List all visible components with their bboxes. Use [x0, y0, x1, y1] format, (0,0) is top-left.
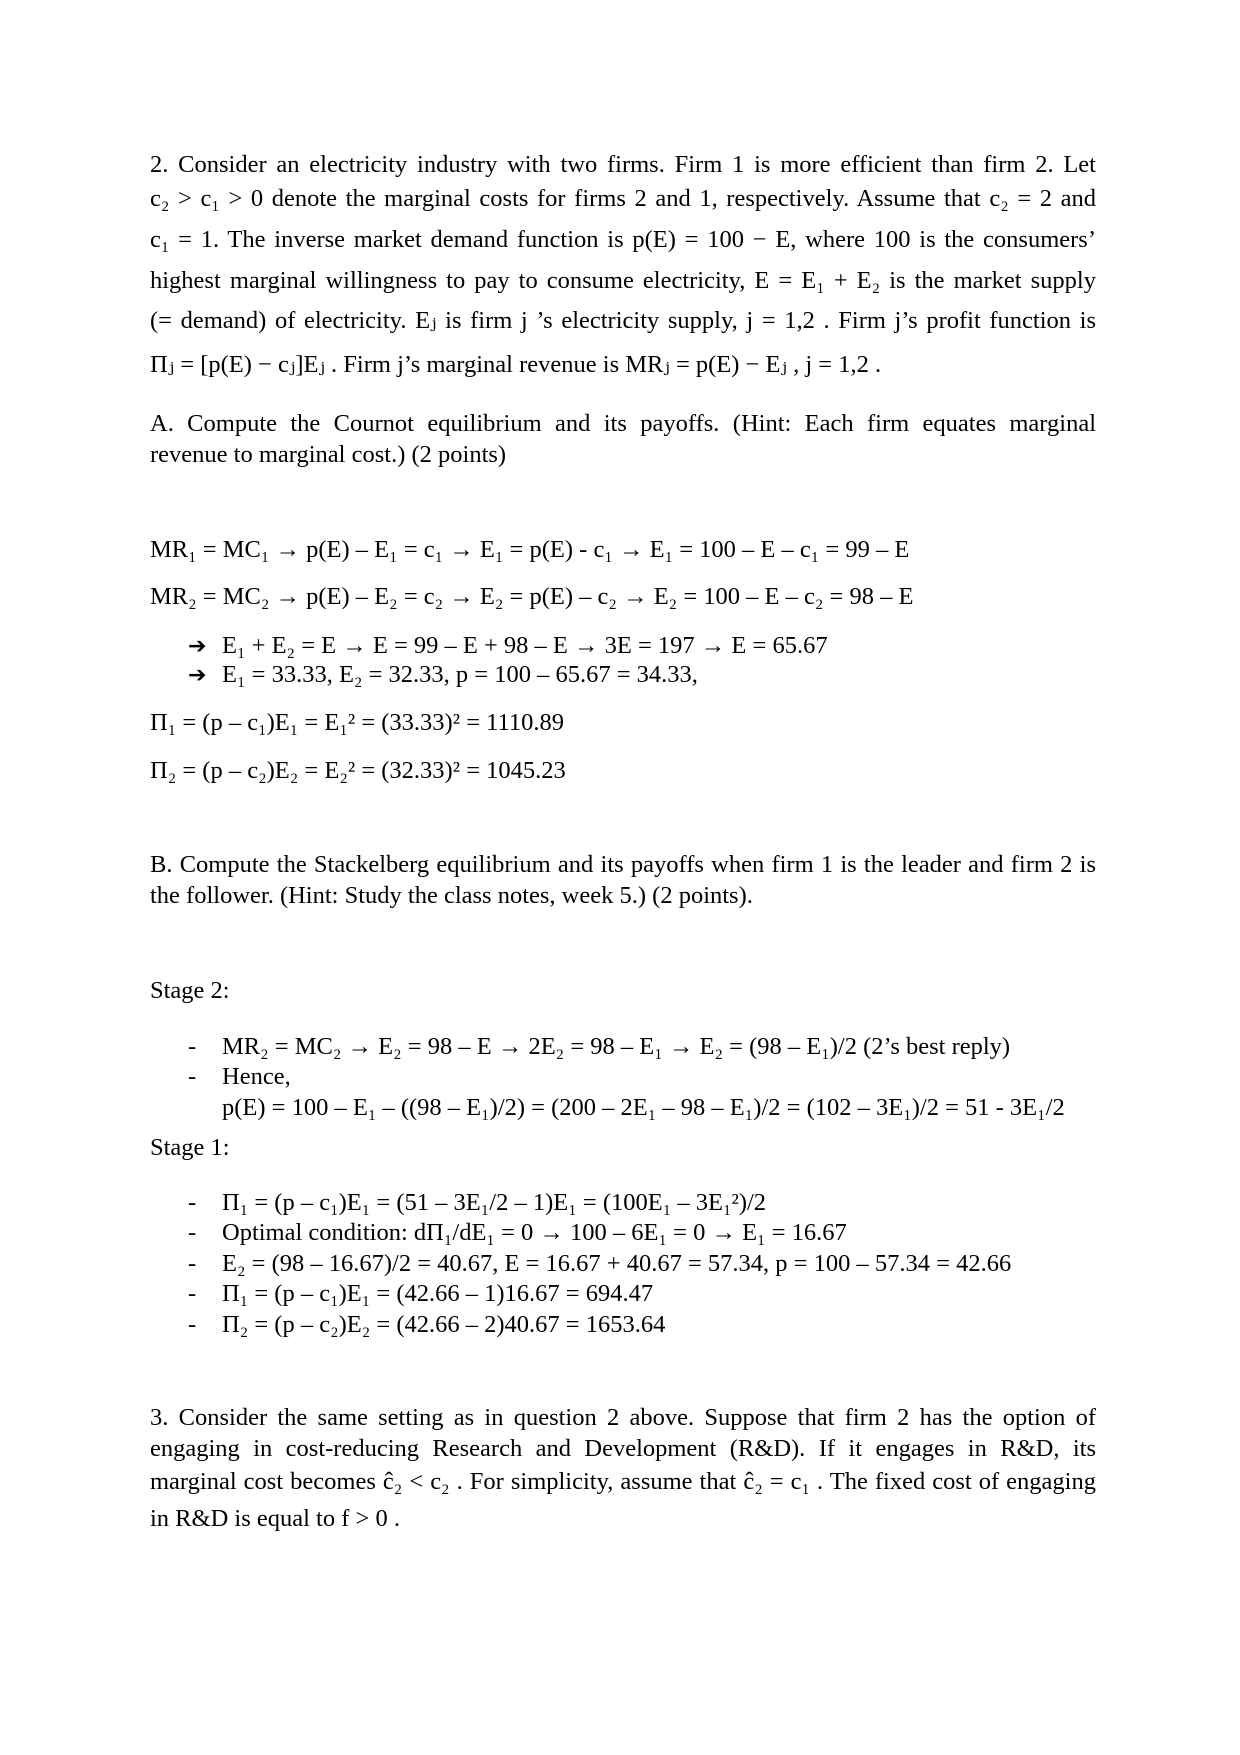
implies-arrow-icon: ➔ [188, 633, 207, 658]
stage-2-line: MR₂ = MC₂ → E₂ = 98 – E → 2E₂ = 98 – E₁ → E₂ = (98 – E₁)/2 (2’s best reply) [222, 1033, 1011, 1060]
q2-intro-line: highest marginal willingness to pay to consume electricity, E = E₁ + E₂ is the market supply [150, 267, 1096, 294]
part-a-question: A. Compute the Cournot equilibrium and its payoffs. (Hint: Each firm equates marginal [150, 410, 1096, 437]
part-a-answer-line: Π₁ = (p – c₁)E₁ = E₁² = (33.33)² = 1110.89 [150, 709, 564, 736]
q3-line: engaging in cost-reducing Research and Development (R&D). If it engages in R&D, its [150, 1435, 1096, 1462]
part-a-answer-line: E₁ = 33.33, E₂ = 32.33, p = 100 – 65.67 = 34.33, [222, 661, 698, 688]
q2-intro-line: c₂ > c₁ > 0 denote the marginal costs for firms 2 and 1, respectively. Assume that c₂ = 2 and [150, 185, 1096, 212]
part-b-question: the follower. (Hint: Study the class notes, week 5.) (2 points). [150, 882, 753, 909]
q3-line: 3. Consider the same setting as in question 2 above. Suppose that firm 2 has the option of [150, 1404, 1096, 1431]
stage-1-line: Π₁ = (p – c₁)E₁ = (51 – 3E₁/2 – 1)E₁ = (100E₁ – 3E₁²)/2 [222, 1189, 767, 1216]
q2-intro-line: (= demand) of electricity. Eⱼ is firm j ’s electricity supply, j = 1,2 . Firm j’s profit function is [150, 307, 1096, 334]
bullet-dash: - [188, 1063, 197, 1090]
part-a-answer-line: MR₁ = MC₁ → p(E) – E₁ = c₁ → E₁ = p(E) - c₁ → E₁ = 100 – E – c₁ = 99 – E [150, 536, 910, 563]
bullet-dash: - [188, 1250, 197, 1277]
part-a-answer-line: Π₂ = (p – c₂)E₂ = E₂² = (32.33)² = 1045.23 [150, 757, 566, 784]
stage-1-line: Π₁ = (p – c₁)E₁ = (42.66 – 1)16.67 = 694.47 [222, 1280, 654, 1307]
stage-1-line: E₂ = (98 – 16.67)/2 = 40.67, E = 16.67 + 40.67 = 57.34, p = 100 – 57.34 = 42.66 [222, 1250, 1012, 1277]
stage-1-line: Optimal condition: dΠ₁/dE₁ = 0 → 100 – 6E₁ = 0 → E₁ = 16.67 [222, 1219, 847, 1246]
q2-intro-line: Πⱼ = [p(E) − cⱼ]Eⱼ . Firm j’s marginal revenue is MRⱼ = p(E) − Eⱼ , j = 1,2 . [150, 351, 882, 378]
q3-line: marginal cost becomes ĉ₂ < c₂ . For simplicity, assume that ĉ₂ = c₁ . The fixed cost of engaging [150, 1468, 1096, 1495]
q3-line: in R&D is equal to f > 0 . [150, 1505, 400, 1532]
bullet-dash: - [188, 1280, 197, 1307]
implies-arrow-icon: ➔ [188, 662, 207, 687]
q2-intro-line: c₁ = 1. The inverse market demand function is p(E) = 100 − E, where 100 is the consumers’ [150, 226, 1096, 253]
q2-intro-line: 2. Consider an electricity industry with two firms. Firm 1 is more efficient than firm 2. Let [150, 151, 1096, 178]
stage-2-line: p(E) = 100 – E₁ – ((98 – E₁)/2) = (200 – 2E₁ – 98 – E₁)/2 = (102 – 3E₁)/2 = 51 - 3E₁/2 [222, 1094, 1065, 1121]
stage-1-label: Stage 1: [150, 1134, 230, 1161]
bullet-dash: - [188, 1033, 197, 1060]
stage-2-label: Stage 2: [150, 977, 230, 1004]
bullet-dash: - [188, 1311, 197, 1338]
part-a-answer-line: E₁ + E₂ = E → E = 99 – E + 98 – E → 3E = 197 → E = 65.67 [222, 632, 828, 659]
stage-2-line: Hence, [222, 1063, 291, 1090]
stage-1-line: Π₂ = (p – c₂)E₂ = (42.66 – 2)40.67 = 1653.64 [222, 1311, 666, 1338]
part-a-question: revenue to marginal cost.) (2 points) [150, 441, 507, 468]
bullet-dash: - [188, 1189, 197, 1216]
part-a-answer-line: MR₂ = MC₂ → p(E) – E₂ = c₂ → E₂ = p(E) – c₂ → E₂ = 100 – E – c₂ = 98 – E [150, 583, 914, 610]
part-b-question: B. Compute the Stackelberg equilibrium and its payoffs when firm 1 is the leader and firm 2 is [150, 851, 1096, 878]
bullet-dash: - [188, 1219, 197, 1246]
